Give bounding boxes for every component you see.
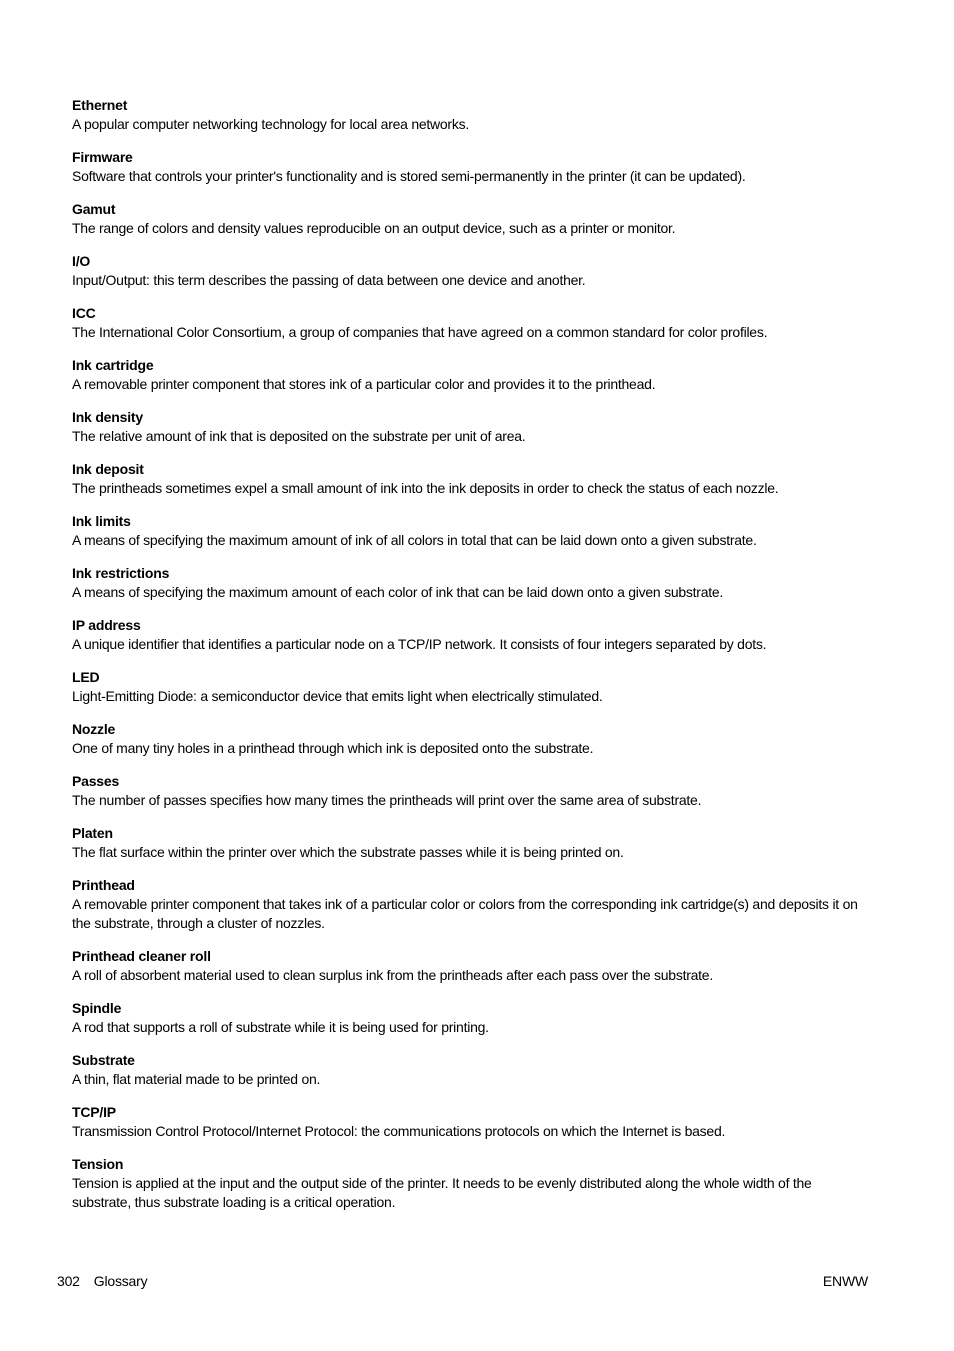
glossary-definition: Input/Output: this term describes the passing of data between one device and another. <box>72 272 586 288</box>
glossary-entry <box>72 96 872 134</box>
page-number: 302 <box>57 1273 80 1289</box>
glossary-term: Ink cartridge <box>72 357 154 373</box>
glossary-term: Gamut <box>72 201 116 217</box>
glossary-definition: A roll of absorbent material used to clean surplus ink from the printheads after each pass over the substrate. <box>72 967 713 983</box>
glossary-term: Passes <box>72 773 120 789</box>
glossary-term: Nozzle <box>72 721 116 737</box>
glossary-list <box>72 96 872 1226</box>
glossary-entry <box>72 356 872 394</box>
glossary-entry <box>72 408 872 446</box>
glossary-definition: Light-Emitting Diode: a semiconductor device that emits light when electrically stimulated. <box>72 688 603 704</box>
glossary-entry <box>72 1103 872 1141</box>
glossary-definition: A rod that supports a roll of substrate while it is being used for printing. <box>72 1019 489 1035</box>
glossary-entry <box>72 947 872 985</box>
glossary-entry <box>72 460 872 498</box>
glossary-definition: A popular computer networking technology for local area networks. <box>72 116 469 132</box>
glossary-term: I/O <box>72 253 91 269</box>
glossary-entry <box>72 252 872 290</box>
glossary-definition: Software that controls your printer's functionality and is stored semi-permanently in the printer (it can be updated). <box>72 168 746 184</box>
glossary-entry <box>72 148 872 186</box>
glossary-definition: A removable printer component that takes ink of a particular color or colors from the corresponding ink cartridge(s) and deposits it on the substrate, through a cluster of nozzles. <box>72 896 858 931</box>
glossary-term: ICC <box>72 305 96 321</box>
glossary-term: LED <box>72 669 100 685</box>
glossary-definition: A means of specifying the maximum amount of ink of all colors in total that can be laid down onto a given substrate. <box>72 532 757 548</box>
glossary-definition: The range of colors and density values reproducible on an output device, such as a printer or monitor. <box>72 220 676 236</box>
glossary-definition: A removable printer component that stores ink of a particular color and provides it to the printhead. <box>72 376 656 392</box>
section-title: Glossary <box>93 1273 148 1289</box>
glossary-entry <box>72 1051 872 1089</box>
glossary-entry <box>72 772 872 810</box>
glossary-entry <box>72 200 872 238</box>
glossary-term: Substrate <box>72 1052 135 1068</box>
glossary-definition: The International Color Consortium, a group of companies that have agreed on a common standard for color profiles. <box>72 324 768 340</box>
glossary-term: Spindle <box>72 1000 122 1016</box>
glossary-definition: The printheads sometimes expel a small amount of ink into the ink deposits in order to check the status of each nozzle. <box>72 480 779 496</box>
footer-left <box>57 1272 147 1291</box>
glossary-entry <box>72 999 872 1037</box>
glossary-term: Ink deposit <box>72 461 144 477</box>
glossary-term: Ink restrictions <box>72 565 170 581</box>
glossary-term: Ink density <box>72 409 143 425</box>
glossary-entry <box>72 512 872 550</box>
glossary-entry <box>72 720 872 758</box>
glossary-definition: Tension is applied at the input and the output side of the printer. It needs to be evenly distributed along the whole width of the substrate, thus substrate loading is a critical operation. <box>72 1175 812 1210</box>
glossary-definition: The number of passes specifies how many times the printheads will print over the same area of substrate. <box>72 792 702 808</box>
glossary-definition: The flat surface within the printer over which the substrate passes while it is being printed on. <box>72 844 624 860</box>
glossary-term: Printhead cleaner roll <box>72 948 211 964</box>
glossary-entry <box>72 304 872 342</box>
glossary-term: Tension <box>72 1156 124 1172</box>
glossary-definition: One of many tiny holes in a printhead through which ink is deposited onto the substrate. <box>72 740 594 756</box>
glossary-definition: A means of specifying the maximum amount of each color of ink that can be laid down onto a given substrate. <box>72 584 724 600</box>
glossary-term: Ink limits <box>72 513 131 529</box>
glossary-term: IP address <box>72 617 141 633</box>
locale-code: ENWW <box>822 1273 868 1289</box>
glossary-entry <box>72 564 872 602</box>
glossary-entry <box>72 1155 872 1212</box>
glossary-definition: Transmission Control Protocol/Internet Protocol: the communications protocols on which the Internet is based. <box>72 1123 726 1139</box>
glossary-term: TCP/IP <box>72 1104 116 1120</box>
glossary-definition: A unique identifier that identifies a particular node on a TCP/IP network. It consists of four integers separated by dots. <box>72 636 767 652</box>
glossary-term: Platen <box>72 825 113 841</box>
glossary-term: Firmware <box>72 149 133 165</box>
glossary-entry <box>72 824 872 862</box>
glossary-term: Ethernet <box>72 97 128 113</box>
glossary-entry <box>72 876 872 933</box>
glossary-definition: The relative amount of ink that is deposited on the substrate per unit of area. <box>72 428 526 444</box>
glossary-definition: A thin, flat material made to be printed on. <box>72 1071 321 1087</box>
glossary-entry <box>72 668 872 706</box>
glossary-term: Printhead <box>72 877 135 893</box>
glossary-entry <box>72 616 872 654</box>
